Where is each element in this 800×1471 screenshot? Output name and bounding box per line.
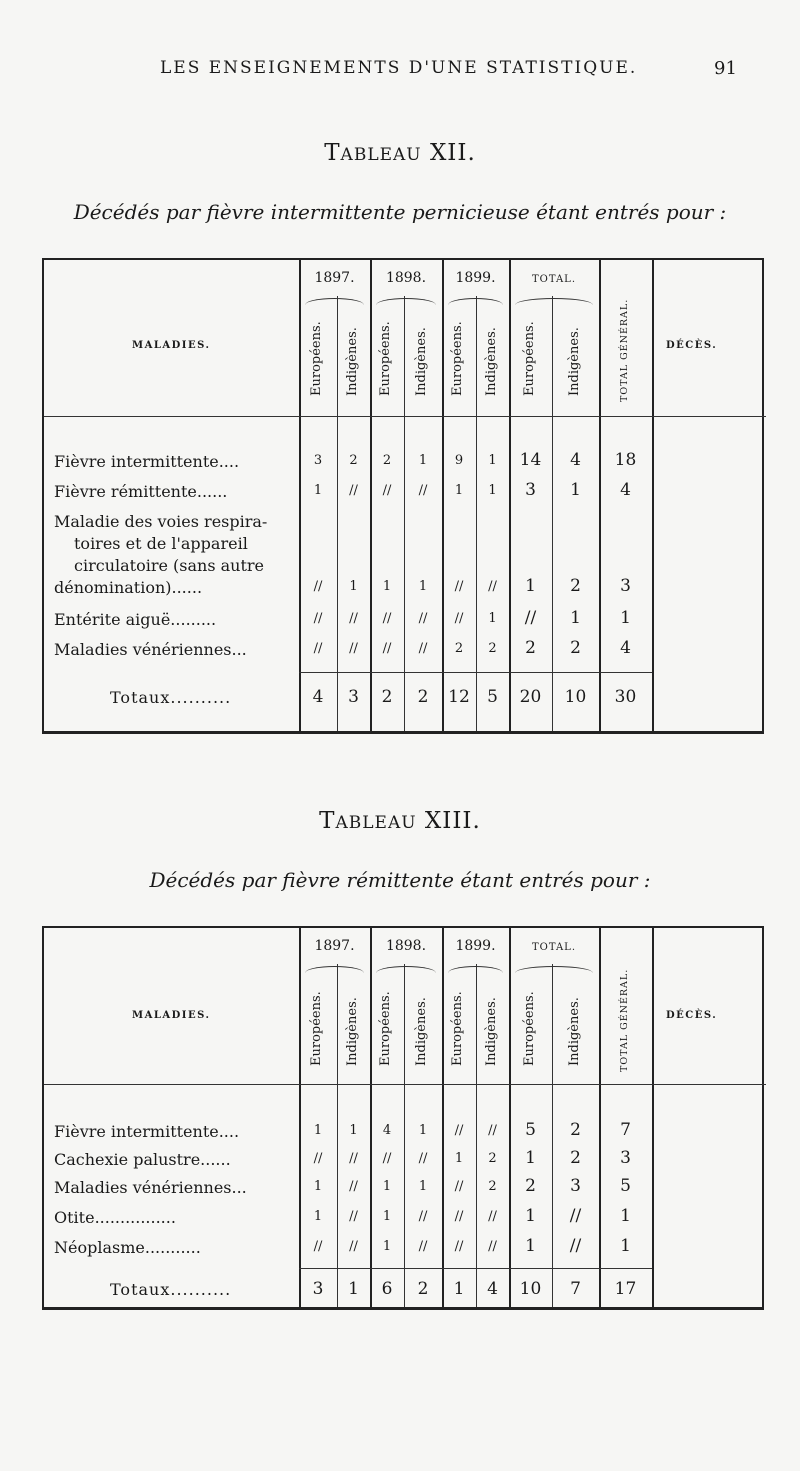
table-cell: 1 <box>488 611 497 626</box>
totals-cell: 4 <box>487 1279 498 1299</box>
column-rule <box>299 928 301 1307</box>
sub-header-europeens: Européens. <box>309 991 324 1066</box>
totals-cell: 1 <box>348 1279 359 1299</box>
table-cell: // <box>524 608 537 628</box>
column-rule <box>476 296 477 731</box>
table-cell: // <box>418 1209 428 1224</box>
group-brace <box>305 298 364 305</box>
row-label: Maladies vénériennes... <box>54 640 247 659</box>
sub-header-indigenes: Indigènes. <box>414 997 429 1066</box>
column-rule <box>404 296 405 731</box>
totals-label: Totaux.......... <box>110 1280 232 1299</box>
year-header: 1898. <box>385 938 427 954</box>
table-cell: // <box>313 1239 323 1254</box>
table-cell: // <box>382 641 392 656</box>
table-cell: // <box>454 1179 464 1194</box>
mortality-table-xii <box>42 258 764 734</box>
row-label: Otite................ <box>54 1208 176 1227</box>
table-cell: 1 <box>349 1123 358 1138</box>
table-cell: 3 <box>620 1148 631 1168</box>
table-cell: 5 <box>525 1120 536 1140</box>
table-cell: 2 <box>488 1151 497 1166</box>
table-cell: 1 <box>454 1151 464 1166</box>
table-cell: 1 <box>313 1179 323 1194</box>
table-cell: 2 <box>454 641 464 656</box>
totals-cell: 2 <box>417 1279 429 1299</box>
table-cell: // <box>488 1209 497 1224</box>
row-label: Entérite aiguë......... <box>54 610 217 629</box>
row-label: Cachexie palustre...... <box>54 1150 231 1169</box>
totals-cell: 6 <box>381 1279 393 1299</box>
sub-header-indigenes: Indigènes. <box>483 997 499 1066</box>
sub-header-europeens: Européens. <box>450 321 465 396</box>
running-head <box>0 58 800 88</box>
table-cell: 4 <box>382 1123 392 1138</box>
column-rule <box>552 964 553 1307</box>
total-general-header: TOTAL GÉNÉRAL. <box>618 968 630 1072</box>
table-cell: // <box>569 1236 582 1256</box>
table-cell: 7 <box>620 1120 631 1140</box>
sub-header-indigenes: Indigènes. <box>414 327 429 396</box>
table-cell: 9 <box>454 453 464 468</box>
table-cell: // <box>454 1209 464 1224</box>
totals-cell: 2 <box>417 687 429 707</box>
table-cell: // <box>349 483 358 498</box>
column-rule <box>652 260 654 731</box>
table-cell: 2 <box>382 453 392 468</box>
table-cell: 1 <box>454 483 464 498</box>
table-caption-xiii: Décédés par fièvre rémittente étant entrés pour : <box>149 868 651 892</box>
table-cell: // <box>454 579 464 594</box>
column-rule <box>599 928 601 1307</box>
sub-header-indigenes: Indigènes. <box>566 327 582 396</box>
table-cell: 1 <box>313 1209 323 1224</box>
table-cell: 2 <box>570 638 581 658</box>
sub-header-europeens: Européens. <box>309 321 324 396</box>
deces-header: DÉCÈS. <box>666 1010 718 1021</box>
table-cell: 2 <box>525 1176 536 1196</box>
table-cell: // <box>488 1239 497 1254</box>
mortality-table-xiii <box>42 926 764 1310</box>
sub-header-indigenes: Indigènes. <box>344 997 360 1066</box>
table-cell: 2 <box>488 641 497 656</box>
totals-cell: 3 <box>348 687 359 707</box>
table-cell: // <box>418 1239 428 1254</box>
maladies-header: MALADIES. <box>132 1010 211 1021</box>
table-title-xiii: TABLEAU XIII. <box>319 808 481 834</box>
column-rule <box>509 260 511 731</box>
header-rule <box>44 1084 766 1085</box>
row-label: Fièvre intermittente.... <box>54 452 240 471</box>
table-cell: // <box>488 579 497 594</box>
group-brace <box>448 966 503 973</box>
table-cell: 1 <box>525 1206 536 1226</box>
table-cell: // <box>454 1239 464 1254</box>
sub-header-indigenes: Indigènes. <box>483 327 499 396</box>
table-cell: // <box>349 1151 358 1166</box>
table-cell: // <box>349 1209 358 1224</box>
totals-cell: 17 <box>614 1279 637 1299</box>
totals-cell: 4 <box>312 687 324 707</box>
sub-header-indigenes: Indigènes. <box>566 997 582 1066</box>
row-label: Néoplasme........... <box>54 1238 201 1257</box>
column-rule <box>337 296 338 731</box>
totals-cell: 2 <box>381 687 393 707</box>
table-cell: 2 <box>525 638 536 658</box>
table-cell: 1 <box>382 1179 392 1194</box>
table-cell: 1 <box>418 579 428 594</box>
totals-rule <box>299 1268 652 1269</box>
column-rule <box>552 296 553 731</box>
header-rule <box>44 416 766 417</box>
table-cell: // <box>454 1123 464 1138</box>
row-label: Fièvre rémittente...... <box>54 482 228 501</box>
table-cell: 2 <box>570 1120 581 1140</box>
table-cell: // <box>349 1179 358 1194</box>
table-cell: // <box>418 611 428 626</box>
table-cell: // <box>488 1123 497 1138</box>
table-cell: 1 <box>620 1236 631 1256</box>
table-cell: // <box>418 483 428 498</box>
table-cell: 1 <box>418 1123 428 1138</box>
table-cell: 3 <box>570 1176 581 1196</box>
table-cell: 1 <box>349 579 358 594</box>
group-brace <box>376 298 436 305</box>
table-cell: // <box>418 1151 428 1166</box>
table-cell: // <box>349 1239 358 1254</box>
table-cell: 1 <box>525 576 536 596</box>
column-rule <box>509 928 511 1307</box>
table-cell: 2 <box>570 576 581 596</box>
total-general-header: TOTAL GÉNÉRAL. <box>618 298 630 402</box>
table-cell: 1 <box>570 608 581 628</box>
year-header: 1899. <box>455 270 496 286</box>
table-cell: 3 <box>620 576 631 596</box>
table-cell: 1 <box>525 1236 536 1256</box>
table-cell: 3 <box>313 453 323 468</box>
totals-cell: 10 <box>519 1279 542 1299</box>
column-rule <box>404 964 405 1307</box>
row-label: toires et de l'appareil <box>74 534 248 553</box>
row-label: circulatoire (sans autre <box>74 556 265 575</box>
maladies-header: MALADIES. <box>132 340 211 351</box>
table-title-xii: TABLEAU XII. <box>324 140 476 166</box>
page-number: 91 <box>714 58 737 79</box>
year-header: 1897. <box>314 938 355 954</box>
totals-cell: 30 <box>614 687 637 707</box>
table-cell: 3 <box>525 480 536 500</box>
table-cell: 1 <box>525 1148 536 1168</box>
totals-cell: 5 <box>487 687 498 707</box>
table-cell: // <box>313 641 323 656</box>
table-cell: // <box>349 641 358 656</box>
sub-header-europeens: Européens. <box>378 321 393 396</box>
table-cell: 4 <box>570 450 581 470</box>
sub-header-europeens: Européens. <box>450 991 465 1066</box>
table-cell: 2 <box>349 453 358 468</box>
sub-header-europeens: Européens. <box>521 991 537 1066</box>
table-cell: // <box>313 579 323 594</box>
total-header: TOTAL. <box>531 942 577 953</box>
group-brace <box>376 966 436 973</box>
table-cell: 1 <box>418 453 428 468</box>
year-header: 1899. <box>455 938 496 954</box>
totals-cell: 1 <box>453 1279 465 1299</box>
totals-cell: 12 <box>448 687 470 707</box>
table-cell: // <box>454 611 464 626</box>
row-label: dénomination)...... <box>54 578 203 597</box>
table-cell: 1 <box>570 480 581 500</box>
column-rule <box>599 260 601 731</box>
group-brace <box>515 966 593 973</box>
table-cell: 4 <box>620 638 631 658</box>
table-cell: 1 <box>620 608 631 628</box>
column-rule <box>299 260 301 731</box>
sub-header-europeens: Européens. <box>521 321 537 396</box>
table-cell: // <box>349 611 358 626</box>
table-cell: 4 <box>620 480 631 500</box>
row-label: Fièvre intermittente.... <box>54 1122 240 1141</box>
row-label: Maladie des voies respira- <box>54 512 268 531</box>
table-cell: 18 <box>614 450 637 470</box>
column-rule <box>652 928 654 1307</box>
table-cell: // <box>313 1151 323 1166</box>
row-label: Maladies vénériennes... <box>54 1178 247 1197</box>
table-cell: // <box>382 1151 392 1166</box>
table-cell: 1 <box>488 453 497 468</box>
table-cell: 1 <box>418 1179 428 1194</box>
table-cell: // <box>382 483 392 498</box>
table-caption-xii: Décédés par fièvre intermittente pernicieuse étant entrés pour : <box>73 200 727 224</box>
table-cell: // <box>569 1206 582 1226</box>
group-brace <box>515 298 593 305</box>
table-cell: // <box>382 611 392 626</box>
total-header: TOTAL. <box>531 274 577 285</box>
table-cell: 1 <box>382 1209 392 1224</box>
totals-rule <box>299 672 652 673</box>
year-header: 1898. <box>385 270 427 286</box>
table-cell: 1 <box>313 1123 323 1138</box>
table-cell: 14 <box>519 450 542 470</box>
table-cell: 2 <box>570 1148 581 1168</box>
table-cell: // <box>313 611 323 626</box>
table-cell: // <box>418 641 428 656</box>
totals-cell: 10 <box>564 687 587 707</box>
totals-cell: 20 <box>519 687 542 707</box>
sub-header-indigenes: Indigènes. <box>344 327 360 396</box>
running-title: LES ENSEIGNEMENTS D'UNE STATISTIQUE. <box>160 58 638 78</box>
year-header: 1897. <box>314 270 355 286</box>
group-brace <box>448 298 503 305</box>
table-cell: 1 <box>382 579 392 594</box>
table-cell: 2 <box>488 1179 497 1194</box>
totals-cell: 7 <box>570 1279 581 1299</box>
table-cell: 1 <box>382 1239 392 1254</box>
table-cell: 1 <box>488 483 497 498</box>
deces-header: DÉCÈS. <box>666 340 718 351</box>
group-brace <box>305 966 364 973</box>
table-cell: 5 <box>620 1176 631 1196</box>
table-cell: 1 <box>313 483 323 498</box>
totals-cell: 3 <box>312 1279 324 1299</box>
totals-label: Totaux.......... <box>110 688 232 707</box>
table-cell: 1 <box>620 1206 631 1226</box>
sub-header-europeens: Européens. <box>378 991 393 1066</box>
